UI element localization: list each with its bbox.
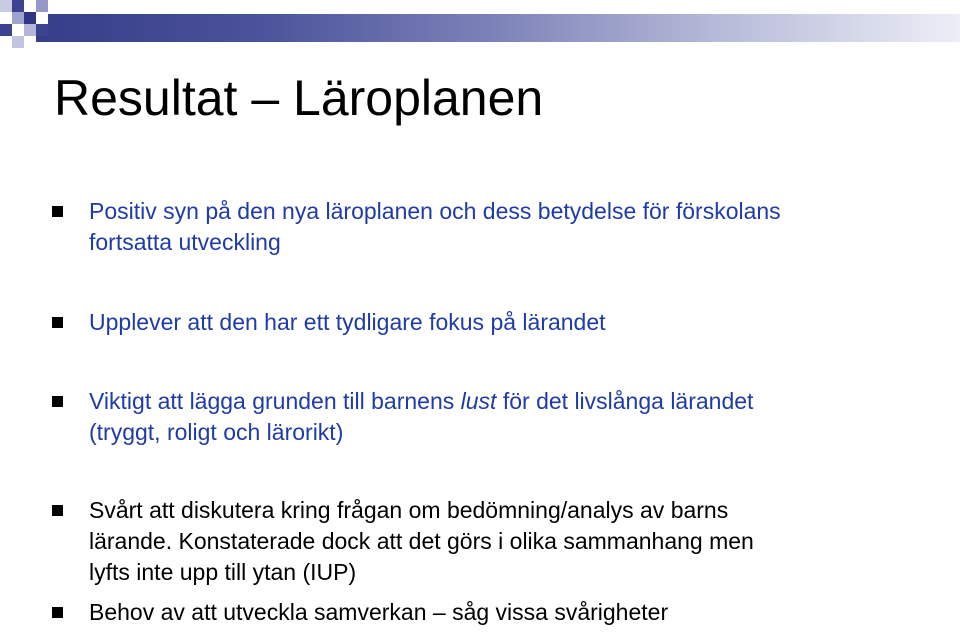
bullet-line: Behov av att utveckla samverkan – såg vissa svårigheter [89,599,669,625]
page-title: Resultat – Läroplanen [54,70,544,126]
bullet-line: Svårt att diskutera kring frågan om bedömning/analys av barns [89,497,729,523]
bullet-line: Upplever att den har ett tydligare fokus på lärandet [89,309,606,335]
square-bullet-icon [52,206,63,217]
decor-square [12,12,24,24]
bullet-item [52,495,942,588]
decor-square [24,24,36,36]
bullet-line: fortsatta utveckling [89,229,281,255]
bullet-line: lyfts inte upp till ytan (IUP) [89,559,357,585]
bullet-line: lärande. Konstaterade dock att det görs i olika sammanhang men [89,528,754,554]
square-bullet-icon [52,396,63,407]
decor-square [36,0,48,12]
decor-square [0,0,12,12]
bullet-item [52,307,942,338]
bullet-text [89,196,942,258]
emphasized-word: lust [460,388,497,414]
header-decoration [0,0,960,60]
bullet-text-segment: för det livslånga lärandet [496,388,754,414]
bullet-item [52,386,942,448]
decor-square [0,12,12,24]
square-bullet-icon [52,607,63,618]
decor-square [36,24,48,36]
bullet-item [52,597,942,628]
square-bullet-icon [52,505,63,516]
decor-square [0,24,12,36]
bullet-text [89,386,942,448]
bullet-text [89,597,942,628]
bullet-line: (tryggt, roligt och lärorikt) [89,419,344,445]
decor-square [36,12,48,24]
square-bullet-icon [52,317,63,328]
decor-square [24,36,36,48]
bullet-text [89,307,942,338]
bullet-line: Positiv syn på den nya läroplanen och dess betydelse för förskolans [89,198,781,224]
decor-square [24,12,36,24]
bullet-item [52,196,942,258]
decor-square [12,36,24,48]
bullet-text [89,495,942,588]
decor-square [12,24,24,36]
decor-square [12,0,24,12]
bullet-text-segment: Viktigt att lägga grunden till barnens [89,388,461,414]
decor-square [24,0,36,12]
header-gradient-bar [24,14,960,42]
